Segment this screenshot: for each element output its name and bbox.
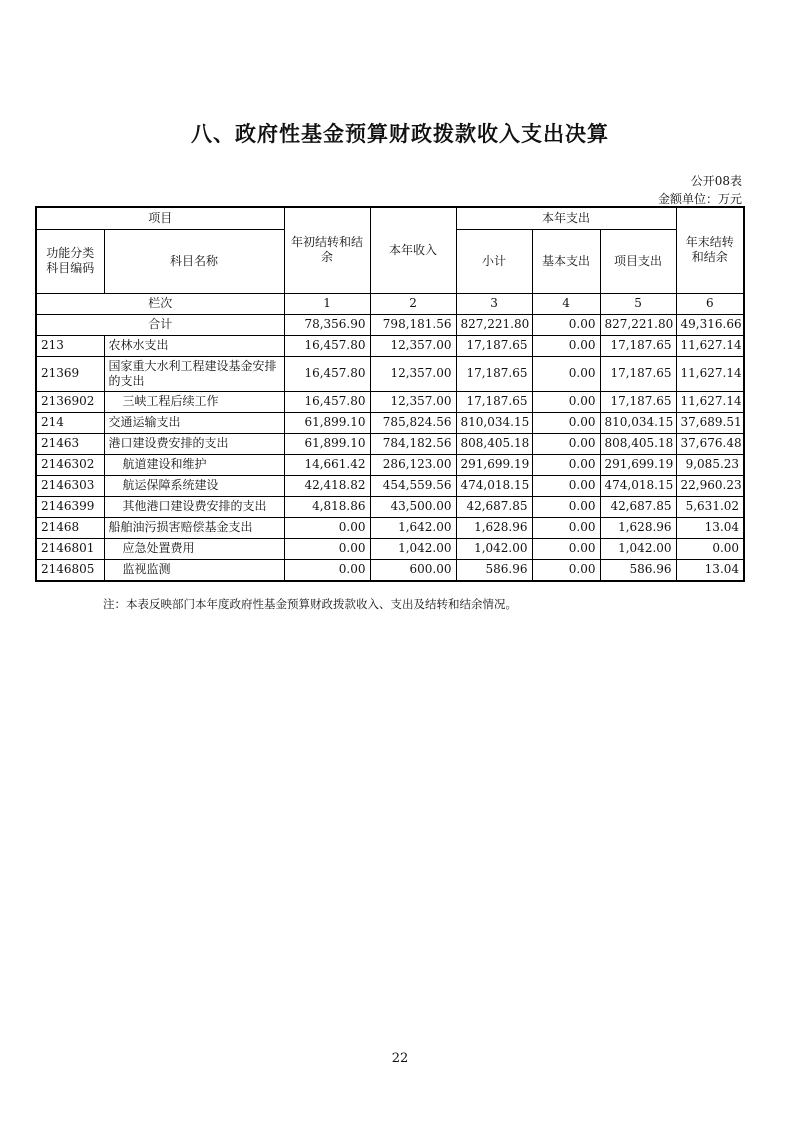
row-value: 0.00 bbox=[532, 335, 600, 356]
row-value: 37,676.48 bbox=[676, 433, 744, 454]
page-title: 八、政府性基金预算财政拨款收入支出决算 bbox=[191, 122, 609, 146]
total-value: 827,221.80 bbox=[600, 314, 676, 335]
row-value: 0.00 bbox=[532, 559, 600, 581]
row-code: 21369 bbox=[36, 356, 104, 391]
row-name: 农林水支出 bbox=[104, 335, 284, 356]
row-name: 航道建设和维护 bbox=[104, 454, 284, 475]
row-value: 1,628.96 bbox=[600, 517, 676, 538]
row-code: 21468 bbox=[36, 517, 104, 538]
row-code: 2146302 bbox=[36, 454, 104, 475]
total-value: 827,221.80 bbox=[456, 314, 532, 335]
row-value: 810,034.15 bbox=[600, 412, 676, 433]
row-code: 21463 bbox=[36, 433, 104, 454]
unit-label: 金额单位：万元 bbox=[657, 192, 742, 206]
row-name: 船舶油污损害赔偿基金支出 bbox=[104, 517, 284, 538]
header-expense: 本年支出 bbox=[456, 207, 676, 229]
table-row bbox=[36, 475, 744, 496]
row-value: 43,500.00 bbox=[370, 496, 456, 517]
row-name: 港口建设费安排的支出 bbox=[104, 433, 284, 454]
row-code: 2146805 bbox=[36, 559, 104, 581]
row-name: 国家重大水利工程建设基金安排的支出 bbox=[104, 356, 284, 391]
row-value: 0.00 bbox=[532, 517, 600, 538]
row-value: 474,018.15 bbox=[456, 475, 532, 496]
row-value: 61,899.10 bbox=[284, 433, 370, 454]
row-value: 600.00 bbox=[370, 559, 456, 581]
table-row bbox=[36, 433, 744, 454]
table-row bbox=[36, 356, 744, 391]
row-value: 5,631.02 bbox=[676, 496, 744, 517]
row-value: 13.04 bbox=[676, 517, 744, 538]
table-row bbox=[36, 335, 744, 356]
row-name: 应急处置费用 bbox=[104, 538, 284, 559]
table-row bbox=[36, 391, 744, 412]
row-value: 11,627.14 bbox=[676, 335, 744, 356]
header-subject-name: 科目名称 bbox=[104, 229, 284, 293]
table-row bbox=[36, 559, 744, 581]
row-value: 1,042.00 bbox=[370, 538, 456, 559]
row-value: 0.00 bbox=[532, 454, 600, 475]
total-row bbox=[36, 314, 744, 335]
col-num: 2 bbox=[370, 293, 456, 314]
row-value: 16,457.80 bbox=[284, 391, 370, 412]
col-num: 3 bbox=[456, 293, 532, 314]
header-project: 项目 bbox=[36, 207, 284, 229]
total-label: 合计 bbox=[36, 314, 284, 335]
total-value: 0.00 bbox=[532, 314, 600, 335]
row-value: 0.00 bbox=[532, 538, 600, 559]
table-number: 公开08表 bbox=[690, 174, 742, 188]
row-value: 586.96 bbox=[456, 559, 532, 581]
table-note: 注：本表反映部门本年度政府性基金预算财政拨款收入、支出及结转和结余情况。 bbox=[103, 597, 517, 611]
col-num: 6 bbox=[676, 293, 744, 314]
row-value: 16,457.80 bbox=[284, 335, 370, 356]
row-value: 0.00 bbox=[284, 538, 370, 559]
header-income: 本年收入 bbox=[370, 207, 456, 293]
row-value: 61,899.10 bbox=[284, 412, 370, 433]
row-code: 213 bbox=[36, 335, 104, 356]
row-value: 11,627.14 bbox=[676, 391, 744, 412]
row-value: 42,687.85 bbox=[600, 496, 676, 517]
row-code: 214 bbox=[36, 412, 104, 433]
header-begin-balance: 年初结转和结余 bbox=[284, 207, 370, 293]
row-value: 0.00 bbox=[532, 475, 600, 496]
row-value: 0.00 bbox=[284, 517, 370, 538]
col-num: 1 bbox=[284, 293, 370, 314]
col-num: 4 bbox=[532, 293, 600, 314]
row-name: 其他港口建设费安排的支出 bbox=[104, 496, 284, 517]
total-value: 78,356.90 bbox=[284, 314, 370, 335]
row-value: 17,187.65 bbox=[456, 335, 532, 356]
row-value: 586.96 bbox=[600, 559, 676, 581]
row-value: 42,687.85 bbox=[456, 496, 532, 517]
row-value: 17,187.65 bbox=[456, 356, 532, 391]
table-row bbox=[36, 412, 744, 433]
table-row bbox=[36, 538, 744, 559]
table-row bbox=[36, 517, 744, 538]
row-value: 810,034.15 bbox=[456, 412, 532, 433]
row-value: 474,018.15 bbox=[600, 475, 676, 496]
table-row bbox=[36, 496, 744, 517]
row-value: 0.00 bbox=[284, 559, 370, 581]
row-value: 12,357.00 bbox=[370, 391, 456, 412]
row-value: 22,960.23 bbox=[676, 475, 744, 496]
header-func-code: 功能分类科目编码 bbox=[36, 229, 104, 293]
row-value: 17,187.65 bbox=[600, 335, 676, 356]
row-value: 785,824.56 bbox=[370, 412, 456, 433]
row-value: 37,689.51 bbox=[676, 412, 744, 433]
total-value: 798,181.56 bbox=[370, 314, 456, 335]
row-value: 17,187.65 bbox=[600, 391, 676, 412]
row-name: 三峡工程后续工作 bbox=[104, 391, 284, 412]
row-value: 12,357.00 bbox=[370, 335, 456, 356]
col-num: 5 bbox=[600, 293, 676, 314]
total-value: 49,316.66 bbox=[676, 314, 744, 335]
row-value: 808,405.18 bbox=[456, 433, 532, 454]
row-value: 11,627.14 bbox=[676, 356, 744, 391]
row-value: 0.00 bbox=[676, 538, 744, 559]
row-value: 9,085.23 bbox=[676, 454, 744, 475]
budget-table bbox=[35, 206, 745, 582]
row-code: 2146399 bbox=[36, 496, 104, 517]
row-name: 监视监测 bbox=[104, 559, 284, 581]
row-code: 2146303 bbox=[36, 475, 104, 496]
row-value: 0.00 bbox=[532, 433, 600, 454]
row-value: 291,699.19 bbox=[600, 454, 676, 475]
row-value: 0.00 bbox=[532, 412, 600, 433]
row-value: 4,818.86 bbox=[284, 496, 370, 517]
row-code: 2146801 bbox=[36, 538, 104, 559]
row-value: 0.00 bbox=[532, 391, 600, 412]
row-value: 454,559.56 bbox=[370, 475, 456, 496]
header-col-label: 栏次 bbox=[36, 293, 284, 314]
row-value: 17,187.65 bbox=[600, 356, 676, 391]
header-subtotal: 小计 bbox=[456, 229, 532, 293]
row-value: 1,628.96 bbox=[456, 517, 532, 538]
row-value: 13.04 bbox=[676, 559, 744, 581]
row-value: 1,642.00 bbox=[370, 517, 456, 538]
row-value: 0.00 bbox=[532, 496, 600, 517]
row-value: 0.00 bbox=[532, 356, 600, 391]
row-value: 1,042.00 bbox=[456, 538, 532, 559]
row-value: 14,661.42 bbox=[284, 454, 370, 475]
row-value: 808,405.18 bbox=[600, 433, 676, 454]
header-end-balance: 年末结转和结余 bbox=[676, 207, 744, 293]
row-value: 12,357.00 bbox=[370, 356, 456, 391]
row-value: 1,042.00 bbox=[600, 538, 676, 559]
page-number: 22 bbox=[391, 1051, 409, 1066]
table-row bbox=[36, 454, 744, 475]
row-code: 2136902 bbox=[36, 391, 104, 412]
row-name: 交通运输支出 bbox=[104, 412, 284, 433]
row-value: 42,418.82 bbox=[284, 475, 370, 496]
row-value: 16,457.80 bbox=[284, 356, 370, 391]
row-value: 291,699.19 bbox=[456, 454, 532, 475]
row-value: 784,182.56 bbox=[370, 433, 456, 454]
row-name: 航运保障系统建设 bbox=[104, 475, 284, 496]
header-project-exp: 项目支出 bbox=[600, 229, 676, 293]
header-basic: 基本支出 bbox=[532, 229, 600, 293]
row-value: 286,123.00 bbox=[370, 454, 456, 475]
row-value: 17,187.65 bbox=[456, 391, 532, 412]
